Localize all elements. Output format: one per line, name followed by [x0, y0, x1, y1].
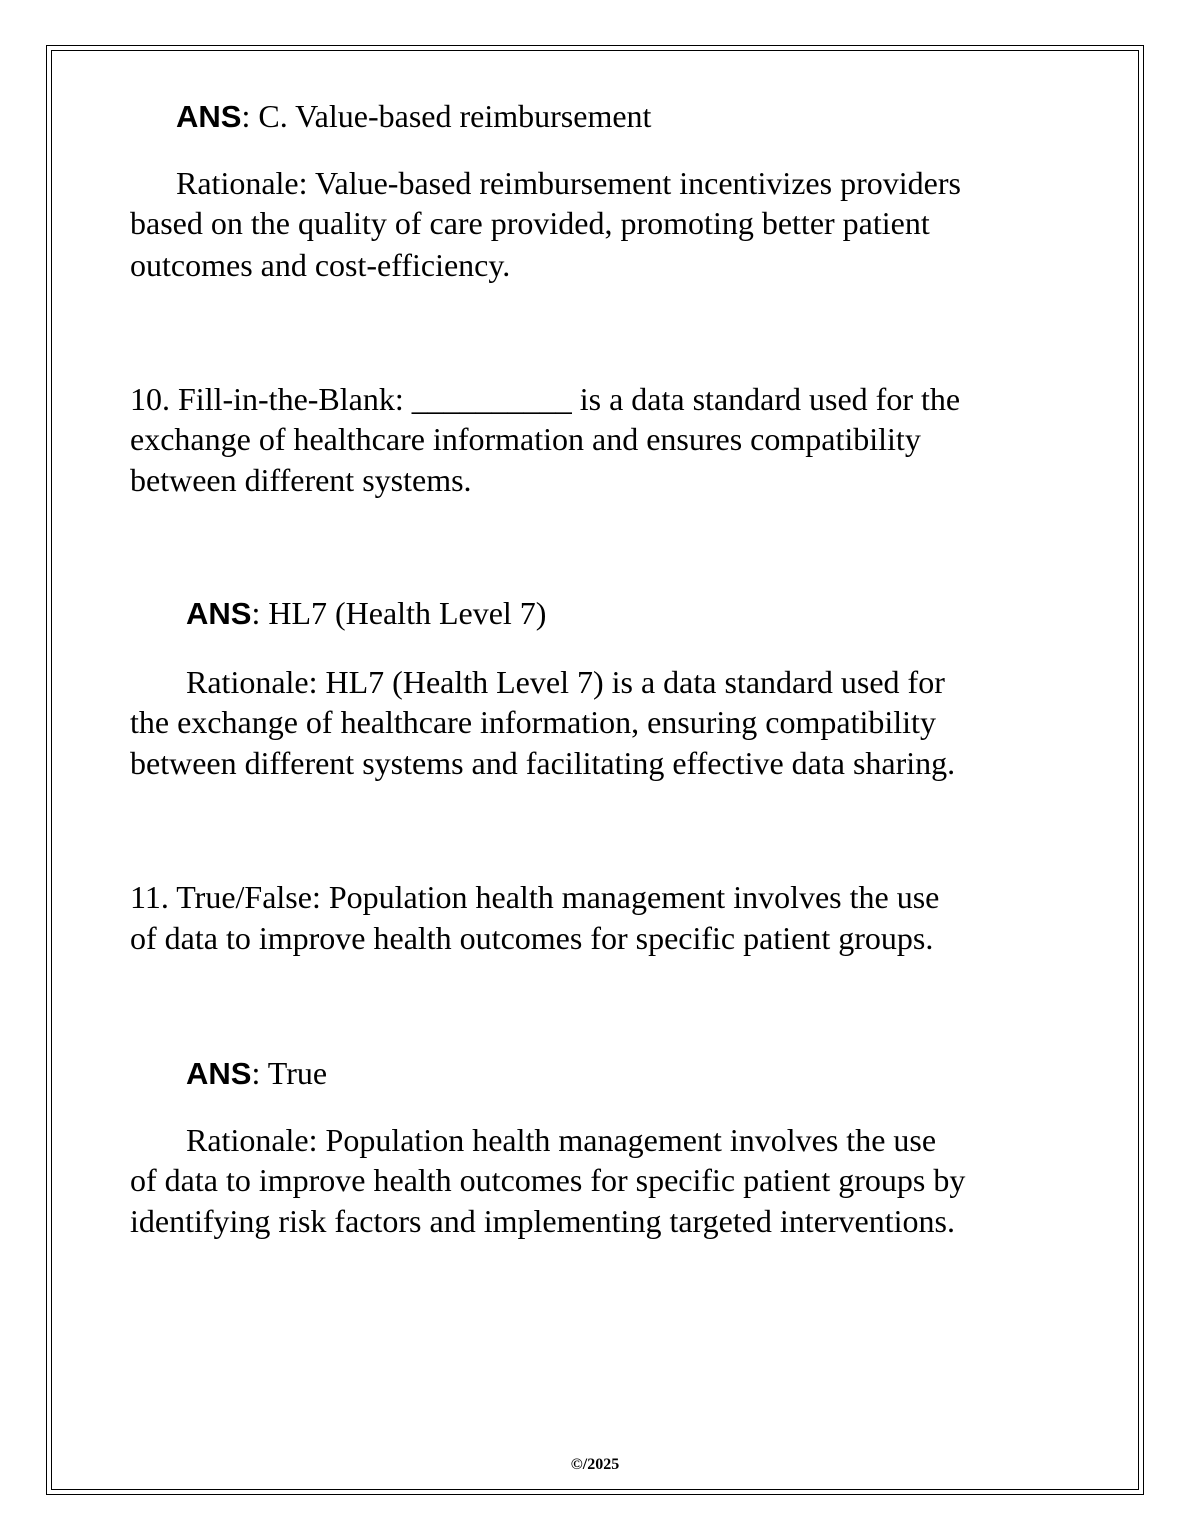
rationale-line: outcomes and cost-efficiency.	[130, 247, 511, 283]
rationale-line: identifying risk factors and implementing targeted interventions.	[130, 1203, 955, 1239]
ans-value: : HL7 (Health Level 7)	[251, 595, 547, 631]
question-line: of data to improve health outcomes for specific patient groups.	[130, 920, 934, 956]
rationale-line: Rationale: HL7 (Health Level 7) is a data standard used for	[186, 664, 945, 700]
ans-label: ANS	[186, 1056, 252, 1091]
question-line: 11. True/False: Population health management involves the use	[130, 879, 940, 915]
question-line: exchange of healthcare information and ensures compatibility	[130, 421, 921, 457]
ans-value: : C. Value-based reimbursement	[241, 98, 652, 134]
rationale-line: of data to improve health outcomes for specific patient groups by	[130, 1162, 966, 1198]
answer-line-1	[176, 96, 651, 137]
question-line: 10. Fill-in-the-Blank: __________ is a data standard used for the	[130, 381, 961, 417]
rationale-line: the exchange of healthcare information, ensuring compatibility	[130, 704, 936, 740]
answer-line-2	[186, 593, 546, 634]
rationale-line: Rationale: Population health management involves the use	[186, 1122, 937, 1158]
ans-value: : True	[251, 1055, 328, 1091]
ans-label: ANS	[176, 99, 242, 134]
rationale-line: between different systems and facilitating effective data sharing.	[130, 745, 956, 781]
rationale-line: based on the quality of care provided, promoting better patient	[130, 205, 930, 241]
copyright-footer: ©/2025	[570, 1456, 620, 1473]
answer-line-3	[186, 1053, 327, 1094]
question-line: between different systems.	[130, 462, 472, 498]
rationale-line: Rationale: Value-based reimbursement incentivizes providers	[176, 165, 961, 201]
ans-label: ANS	[186, 596, 252, 631]
